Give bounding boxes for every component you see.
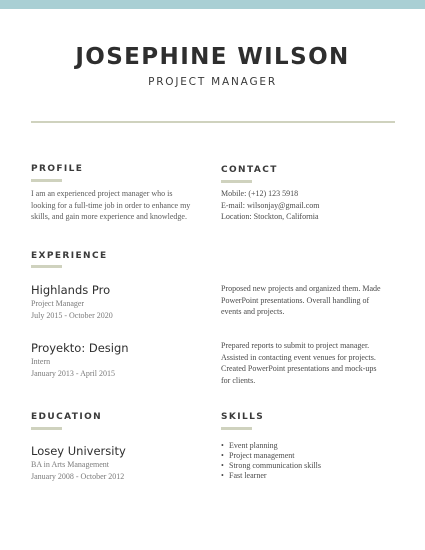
education-heading: EDUCATION xyxy=(31,412,103,422)
education-degree: BA in Arts Management xyxy=(31,460,109,469)
education-meta xyxy=(31,459,124,482)
job-description xyxy=(221,283,381,318)
job-company: Highlands Pro xyxy=(31,283,111,297)
job-description-line: Created PowerPoint presentations and mock-ups xyxy=(221,364,377,373)
contact-email: E-mail: wilsonjay@gmail.com xyxy=(221,200,320,210)
profile-line: I am an experienced project manager who is xyxy=(31,189,173,198)
job-description xyxy=(221,340,377,386)
skill-item: • Strong communication skills xyxy=(221,461,321,471)
education-school: Losey University xyxy=(31,444,126,458)
job-description-line: Proposed new projects and organized them. Made xyxy=(221,284,381,293)
profile-text xyxy=(31,188,190,223)
education-dates: January 2008 - October 2012 xyxy=(31,471,125,481)
experience-heading: EXPERIENCE xyxy=(31,251,108,261)
job-meta xyxy=(31,356,115,379)
header-divider xyxy=(31,121,395,123)
profile-heading: PROFILE xyxy=(31,164,84,174)
job-description-line: PowerPoint presentations. Overall handling of xyxy=(221,295,370,305)
skill-item: • Fast learner xyxy=(221,471,321,481)
job-description-line: events and projects. xyxy=(221,307,285,316)
job-dates: January 2013 - April 2015 xyxy=(31,368,115,378)
job-dates: July 2015 - October 2020 xyxy=(31,310,113,320)
skill-item: • Event planning xyxy=(221,441,321,451)
contact-underline xyxy=(221,180,252,183)
profile-underline xyxy=(31,179,62,182)
job-company: Proyekto: Design xyxy=(31,341,129,355)
job-meta xyxy=(31,298,113,321)
job-position: Intern xyxy=(31,357,51,366)
skills-heading: SKILLS xyxy=(221,412,265,422)
contact-location: Location: Stockton, California xyxy=(221,212,319,221)
profile-line: skills, and gain more experience and knowledge. xyxy=(31,212,187,221)
resume-name: JOSEPHINE WILSON xyxy=(75,44,350,70)
skills-underline xyxy=(221,427,252,430)
contact-mobile: Mobile: (+12) 123 5918 xyxy=(221,189,299,198)
job-description-line: Prepared reports to submit to project manager. xyxy=(221,341,370,350)
job-description-line: Assisted in contacting event venues for projects. xyxy=(221,352,376,362)
job-description-line: for clients. xyxy=(221,375,256,385)
job-position: Project Manager xyxy=(31,299,85,308)
education-underline xyxy=(31,427,62,430)
skills-list xyxy=(221,441,321,481)
profile-line: looking for a full-time job in order to enhance my xyxy=(31,200,191,210)
top-accent-bar xyxy=(0,0,425,9)
experience-underline xyxy=(31,265,62,268)
resume-role: PROJECT MANAGER xyxy=(148,76,277,88)
contact-details xyxy=(221,188,319,223)
skill-item: • Project management xyxy=(221,451,321,461)
contact-heading: CONTACT xyxy=(221,165,278,175)
